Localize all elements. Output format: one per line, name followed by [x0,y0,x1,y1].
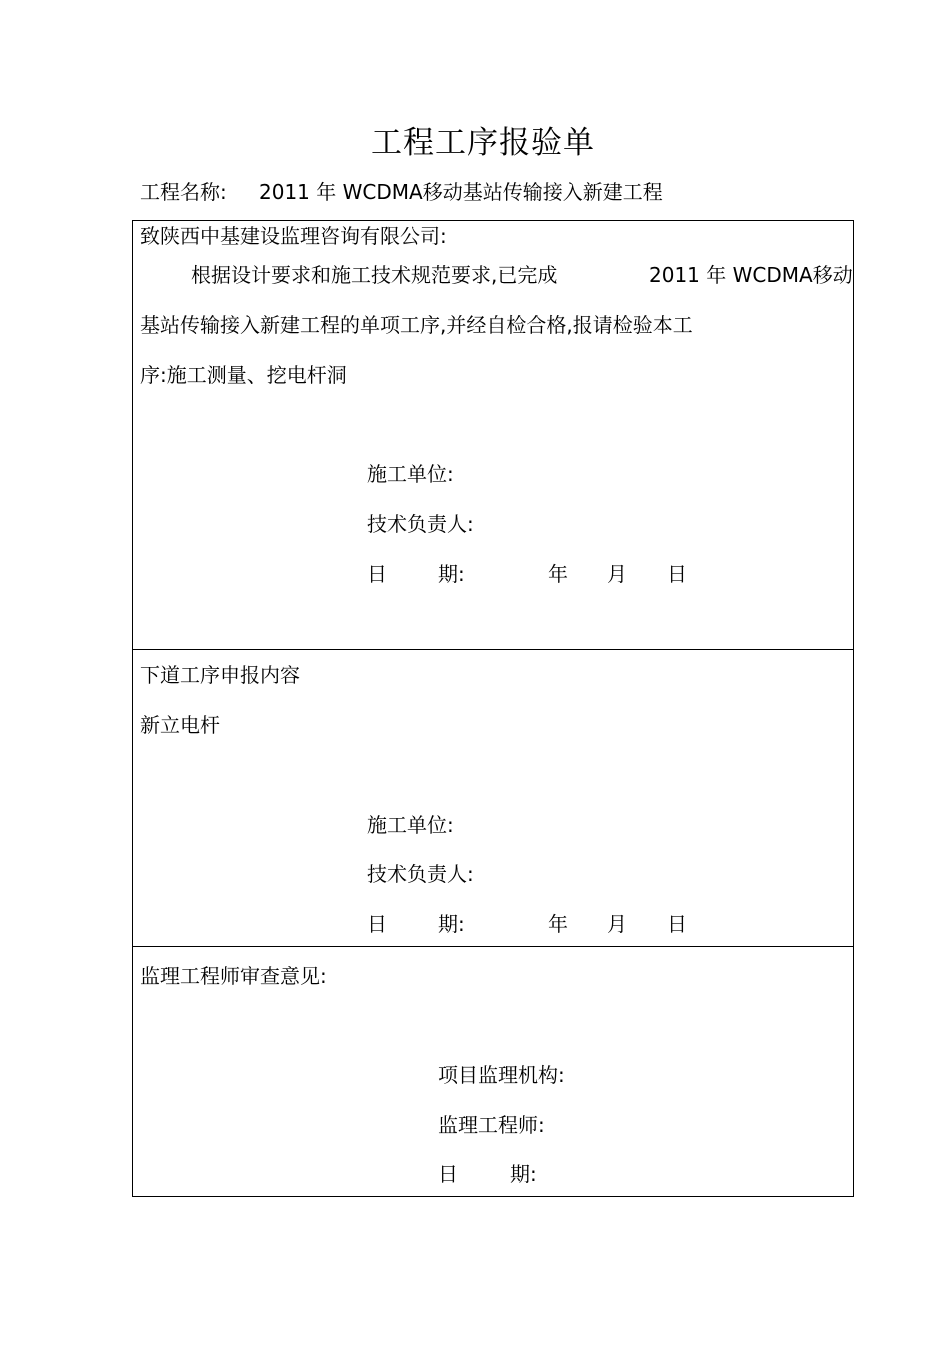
project-name-value: 2011 年 WCDMA移动基站传输接入新建工程 [259,180,663,204]
date-label-b-2: 期: [438,912,465,936]
supervisor-opinion-heading: 监理工程师审查意见: [140,964,327,988]
date-month: 月 [607,562,627,586]
row-divider-1 [132,649,854,650]
date-year-2: 年 [548,912,568,936]
report-text-line2: 基站传输接入新建工程的单项工序,并经自检合格,报请检验本工 [140,313,693,337]
addressee: 致陕西中基建设监理咨询有限公司: [140,224,447,248]
date-year: 年 [548,562,568,586]
project-name-label: 工程名称: [140,180,227,204]
construction-unit-label-2: 施工单位: [367,813,454,837]
next-process-heading: 下道工序申报内容 [140,663,300,687]
date-label-a-3: 日 [438,1162,458,1186]
report-text-line1-b: 2011 年 WCDMA移动 [649,263,853,287]
date-label-a-2: 日 [367,912,387,936]
report-text-line3: 序:施工测量、挖电杆洞 [140,363,347,387]
report-text-line1-a: 根据设计要求和施工技术规范要求,已完成 [191,263,558,287]
supervision-org-label: 项目监理机构: [438,1063,565,1087]
technical-lead-label: 技术负责人: [367,512,474,536]
date-month-2: 月 [607,912,627,936]
date-day-2: 日 [667,912,687,936]
page-title: 工程工序报验单 [371,125,595,161]
date-day: 日 [667,562,687,586]
supervising-engineer-label: 监理工程师: [438,1113,545,1137]
construction-unit-label: 施工单位: [367,462,454,486]
row-divider-2 [132,946,854,947]
date-label-b: 期: [438,562,465,586]
technical-lead-label-2: 技术负责人: [367,862,474,886]
date-label-a: 日 [367,562,387,586]
next-process-content: 新立电杆 [140,713,220,737]
date-label-b-3: 期: [510,1162,537,1186]
